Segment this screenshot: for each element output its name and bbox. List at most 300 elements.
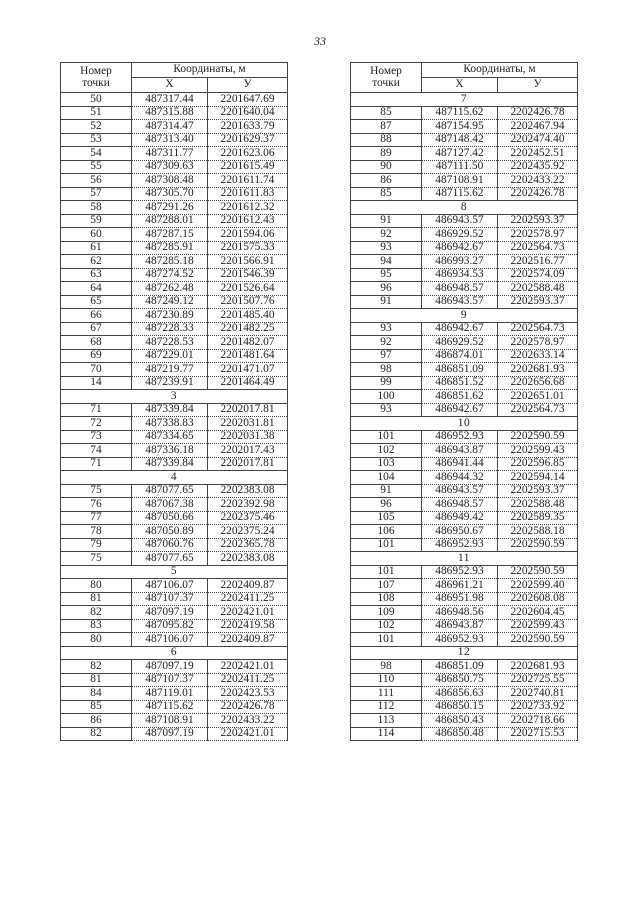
x-coordinate-cell: 487097.19 <box>132 660 208 674</box>
y-coordinate-cell: 2202409.87 <box>208 633 288 647</box>
y-coordinate-cell: 2202474.40 <box>498 133 578 147</box>
x-coordinate-cell: 487287.15 <box>132 228 208 242</box>
table-row <box>61 322 288 336</box>
point-number-cell: 91 <box>351 214 422 228</box>
x-coordinate-cell: 487305.70 <box>132 187 208 201</box>
x-coordinate-cell: 487106.07 <box>132 633 208 647</box>
section-number: 9 <box>351 309 578 323</box>
point-number-cell: 65 <box>61 295 132 309</box>
x-column-header: X <box>132 78 208 93</box>
y-coordinate-cell: 2202574.09 <box>498 268 578 282</box>
table-row <box>351 673 578 687</box>
point-number-cell: 110 <box>351 673 422 687</box>
x-coordinate-cell: 487228.33 <box>132 322 208 336</box>
point-number-cell: 93 <box>351 241 422 255</box>
x-coordinate-cell: 487249.12 <box>132 295 208 309</box>
point-number-cell: 89 <box>351 147 422 161</box>
x-coordinate-cell: 487067.38 <box>132 498 208 512</box>
point-number-cell: 88 <box>351 133 422 147</box>
y-coordinate-cell: 2201471.07 <box>208 363 288 377</box>
table-row <box>351 255 578 269</box>
point-number-cell: 62 <box>61 255 132 269</box>
table-row <box>61 363 288 377</box>
y-coordinate-cell: 2202411.25 <box>208 592 288 606</box>
x-coordinate-cell: 486952.93 <box>422 633 498 647</box>
x-coordinate-cell: 486952.93 <box>422 565 498 579</box>
y-coordinate-cell: 2202426.78 <box>498 187 578 201</box>
y-coordinate-cell: 2202375.24 <box>208 525 288 539</box>
y-coordinate-cell: 2202031.81 <box>208 417 288 431</box>
table-row <box>61 160 288 174</box>
x-coordinate-cell: 487050.89 <box>132 525 208 539</box>
point-number-cell: 56 <box>61 174 132 188</box>
point-number-cell: 107 <box>351 579 422 593</box>
y-coordinate-cell: 2201526.64 <box>208 282 288 296</box>
point-number-cell: 109 <box>351 606 422 620</box>
y-coordinate-cell: 2202599.40 <box>498 579 578 593</box>
x-coordinate-cell: 486850.48 <box>422 727 498 741</box>
table-row <box>61 201 288 215</box>
y-coordinate-cell: 2201485.40 <box>208 309 288 323</box>
table-row <box>61 295 288 309</box>
y-coordinate-cell: 2202452.51 <box>498 147 578 161</box>
y-coordinate-cell: 2202421.01 <box>208 727 288 741</box>
x-coordinate-cell: 487336.18 <box>132 444 208 458</box>
x-coordinate-cell: 487106.07 <box>132 579 208 593</box>
y-coordinate-cell: 2202578.97 <box>498 336 578 350</box>
section-row <box>351 93 578 107</box>
y-coordinate-cell: 2201640.04 <box>208 106 288 120</box>
y-coordinate-cell: 2202593.37 <box>498 214 578 228</box>
table-row <box>351 457 578 471</box>
table-row <box>61 727 288 741</box>
x-coordinate-cell: 486948.57 <box>422 282 498 296</box>
y-coordinate-cell: 2201611.74 <box>208 174 288 188</box>
y-coordinate-cell: 2202564.73 <box>498 403 578 417</box>
point-number-cell: 76 <box>61 498 132 512</box>
y-coordinate-cell: 2201482.25 <box>208 322 288 336</box>
x-coordinate-cell: 486943.87 <box>422 619 498 633</box>
point-number-cell: 81 <box>61 592 132 606</box>
y-coordinate-cell: 2201575.33 <box>208 241 288 255</box>
point-number-cell: 77 <box>61 511 132 525</box>
table-row <box>61 606 288 620</box>
y-coordinate-cell: 2202589.35 <box>498 511 578 525</box>
table-row <box>61 484 288 498</box>
section-number: 11 <box>351 552 578 566</box>
y-coordinate-cell: 2202365.78 <box>208 538 288 552</box>
x-coordinate-cell: 487127.42 <box>422 147 498 161</box>
x-coordinate-cell: 487285.91 <box>132 241 208 255</box>
point-number-cell: 86 <box>351 174 422 188</box>
x-coordinate-cell: 487313.40 <box>132 133 208 147</box>
point-number-cell: 63 <box>61 268 132 282</box>
point-number-cell: 69 <box>61 349 132 363</box>
x-coordinate-cell: 487262.48 <box>132 282 208 296</box>
y-coordinate-cell: 2202375.46 <box>208 511 288 525</box>
table-row <box>351 727 578 741</box>
table-row <box>351 295 578 309</box>
y-coordinate-cell: 2202651.01 <box>498 390 578 404</box>
point-number-cell: 90 <box>351 160 422 174</box>
x-coordinate-cell: 487229.01 <box>132 349 208 363</box>
table-row <box>351 160 578 174</box>
y-coordinate-cell: 2201507.76 <box>208 295 288 309</box>
y-coordinate-cell: 2201612.43 <box>208 214 288 228</box>
x-coordinate-cell: 487291.26 <box>132 201 208 215</box>
y-coordinate-cell: 2201594.06 <box>208 228 288 242</box>
point-number-cell: 101 <box>351 633 422 647</box>
x-coordinate-cell: 486850.43 <box>422 714 498 728</box>
x-coordinate-cell: 487154.95 <box>422 120 498 134</box>
point-number-cell: 54 <box>61 147 132 161</box>
x-coordinate-cell: 487115.62 <box>422 187 498 201</box>
section-row <box>351 646 578 660</box>
section-number: 5 <box>61 565 288 579</box>
point-number-cell: 79 <box>61 538 132 552</box>
section-row <box>351 552 578 566</box>
x-coordinate-cell: 486943.57 <box>422 214 498 228</box>
y-coordinate-cell: 2202594.14 <box>498 471 578 485</box>
point-number-cell: 14 <box>61 376 132 390</box>
x-coordinate-cell: 487314.47 <box>132 120 208 134</box>
x-coordinate-cell: 486851.62 <box>422 390 498 404</box>
table-row <box>351 322 578 336</box>
table-row <box>351 120 578 134</box>
table-row <box>61 349 288 363</box>
x-coordinate-cell: 486850.15 <box>422 700 498 714</box>
x-coordinate-cell: 487274.52 <box>132 268 208 282</box>
table-row <box>61 511 288 525</box>
section-row <box>61 646 288 660</box>
table-row <box>61 147 288 161</box>
table-row <box>61 268 288 282</box>
table-row <box>61 241 288 255</box>
table-row <box>351 660 578 674</box>
table-row <box>351 187 578 201</box>
x-coordinate-cell: 487119.01 <box>132 687 208 701</box>
y-coordinate-cell: 2201566.91 <box>208 255 288 269</box>
y-coordinate-cell: 2201611.83 <box>208 187 288 201</box>
x-coordinate-cell: 486929.52 <box>422 228 498 242</box>
table-row <box>61 417 288 431</box>
x-coordinate-cell: 487338.83 <box>132 417 208 431</box>
point-number-cell: 61 <box>61 241 132 255</box>
y-coordinate-cell: 2201615.49 <box>208 160 288 174</box>
x-coordinate-cell: 487315.88 <box>132 106 208 120</box>
point-number-cell: 60 <box>61 228 132 242</box>
point-number-cell: 113 <box>351 714 422 728</box>
table-row <box>61 309 288 323</box>
x-coordinate-cell: 487107.37 <box>132 592 208 606</box>
section-row <box>61 565 288 579</box>
section-number: 7 <box>351 93 578 107</box>
x-coordinate-cell: 486942.67 <box>422 322 498 336</box>
table-row <box>61 525 288 539</box>
table-row <box>351 390 578 404</box>
section-row <box>61 390 288 404</box>
y-coordinate-cell: 2202564.73 <box>498 241 578 255</box>
point-number-cell: 114 <box>351 727 422 741</box>
y-coordinate-cell: 2202599.43 <box>498 444 578 458</box>
coordinates-table-left <box>60 62 288 741</box>
table-row <box>61 214 288 228</box>
table-row <box>61 592 288 606</box>
x-coordinate-cell: 486851.52 <box>422 376 498 390</box>
section-row <box>61 471 288 485</box>
table-row <box>351 349 578 363</box>
x-coordinate-cell: 487107.37 <box>132 673 208 687</box>
section-number: 4 <box>61 471 288 485</box>
section-number: 6 <box>61 646 288 660</box>
y-coordinate-cell: 2202017.81 <box>208 457 288 471</box>
x-coordinate-cell: 487077.65 <box>132 484 208 498</box>
point-number-cell: 84 <box>61 687 132 701</box>
point-number-cell: 91 <box>351 484 422 498</box>
point-number-cell: 75 <box>61 552 132 566</box>
point-number-cell: 112 <box>351 700 422 714</box>
y-coordinate-cell: 2202421.01 <box>208 660 288 674</box>
table-row <box>351 565 578 579</box>
y-coordinate-cell: 2202578.97 <box>498 228 578 242</box>
table-row <box>61 403 288 417</box>
x-coordinate-cell: 487095.82 <box>132 619 208 633</box>
y-coordinate-cell: 2201623.06 <box>208 147 288 161</box>
y-coordinate-cell: 2202633.14 <box>498 349 578 363</box>
point-number-cell: 92 <box>351 228 422 242</box>
y-column-header: У <box>208 78 288 93</box>
y-coordinate-cell: 2202467.94 <box>498 120 578 134</box>
point-number-cell: 64 <box>61 282 132 296</box>
section-number: 8 <box>351 201 578 215</box>
coordinates-header: Координаты, м <box>132 63 288 78</box>
y-coordinate-cell: 2202599.43 <box>498 619 578 633</box>
x-coordinate-cell: 486952.93 <box>422 538 498 552</box>
x-coordinate-cell: 486942.67 <box>422 403 498 417</box>
x-coordinate-cell: 486850.75 <box>422 673 498 687</box>
y-coordinate-cell: 2202433.22 <box>498 174 578 188</box>
point-number-header-line2: точки <box>372 76 400 89</box>
point-number-cell: 97 <box>351 349 422 363</box>
point-number-cell: 111 <box>351 687 422 701</box>
x-column-header: X <box>422 78 498 93</box>
section-row <box>351 201 578 215</box>
x-coordinate-cell: 486934.53 <box>422 268 498 282</box>
x-coordinate-cell: 487285.18 <box>132 255 208 269</box>
table-row <box>351 241 578 255</box>
table-row <box>351 700 578 714</box>
section-number: 10 <box>351 417 578 431</box>
x-coordinate-cell: 487311.77 <box>132 147 208 161</box>
section-row <box>351 309 578 323</box>
point-number-cell: 101 <box>351 430 422 444</box>
y-coordinate-cell: 2202031.38 <box>208 430 288 444</box>
table-row <box>61 700 288 714</box>
table-row <box>351 430 578 444</box>
table-row <box>351 336 578 350</box>
x-coordinate-cell: 487115.62 <box>422 106 498 120</box>
table-row <box>351 282 578 296</box>
point-number-cell: 70 <box>61 363 132 377</box>
table-row <box>351 228 578 242</box>
table-row <box>61 444 288 458</box>
point-number-cell: 55 <box>61 160 132 174</box>
table-row <box>61 187 288 201</box>
point-number-cell: 75 <box>61 484 132 498</box>
point-number-cell: 103 <box>351 457 422 471</box>
table-row <box>351 619 578 633</box>
x-coordinate-cell: 487317.44 <box>132 93 208 107</box>
x-coordinate-cell: 486993.27 <box>422 255 498 269</box>
x-coordinate-cell: 487339.84 <box>132 403 208 417</box>
y-coordinate-cell: 2202593.37 <box>498 295 578 309</box>
y-coordinate-cell: 2202421.01 <box>208 606 288 620</box>
point-number-cell: 99 <box>351 376 422 390</box>
table-row <box>61 552 288 566</box>
table-row <box>61 255 288 269</box>
x-coordinate-cell: 487308.48 <box>132 174 208 188</box>
y-coordinate-cell: 2202590.59 <box>498 430 578 444</box>
point-number-cell: 87 <box>351 120 422 134</box>
x-coordinate-cell: 486943.87 <box>422 444 498 458</box>
table-row <box>351 363 578 377</box>
point-number-cell: 53 <box>61 133 132 147</box>
point-number-cell: 73 <box>61 430 132 444</box>
y-coordinate-cell: 2201612.32 <box>208 201 288 215</box>
x-coordinate-cell: 487309.63 <box>132 160 208 174</box>
y-coordinate-cell: 2202740.81 <box>498 687 578 701</box>
point-number-cell: 102 <box>351 444 422 458</box>
table-row <box>61 430 288 444</box>
point-number-cell: 82 <box>61 660 132 674</box>
point-number-cell: 95 <box>351 268 422 282</box>
x-coordinate-cell: 486851.09 <box>422 660 498 674</box>
table-row <box>351 538 578 552</box>
y-coordinate-cell: 2202435.92 <box>498 160 578 174</box>
y-coordinate-cell: 2202423.53 <box>208 687 288 701</box>
table-row <box>61 538 288 552</box>
y-coordinate-cell: 2202604.45 <box>498 606 578 620</box>
table-row <box>61 376 288 390</box>
point-number-header <box>351 63 422 93</box>
x-coordinate-cell: 487060.76 <box>132 538 208 552</box>
table-row <box>351 268 578 282</box>
x-coordinate-cell: 487097.19 <box>132 606 208 620</box>
table-row <box>61 133 288 147</box>
x-coordinate-cell: 487077.65 <box>132 552 208 566</box>
y-coordinate-cell: 2201647.69 <box>208 93 288 107</box>
y-coordinate-cell: 2202588.48 <box>498 498 578 512</box>
table-row <box>351 471 578 485</box>
x-coordinate-cell: 486948.57 <box>422 498 498 512</box>
y-coordinate-cell: 2202593.37 <box>498 484 578 498</box>
point-number-cell: 82 <box>61 606 132 620</box>
y-coordinate-cell: 2202590.59 <box>498 565 578 579</box>
table-row <box>351 606 578 620</box>
x-coordinate-cell: 487239.91 <box>132 376 208 390</box>
point-number-cell: 80 <box>61 633 132 647</box>
y-coordinate-cell: 2201629.37 <box>208 133 288 147</box>
table-row <box>351 174 578 188</box>
table-row <box>351 579 578 593</box>
point-number-cell: 92 <box>351 336 422 350</box>
point-number-cell: 85 <box>351 187 422 201</box>
table-row <box>61 673 288 687</box>
x-coordinate-cell: 486951.98 <box>422 592 498 606</box>
table-row <box>61 633 288 647</box>
point-number-cell: 96 <box>351 498 422 512</box>
x-coordinate-cell: 487228.53 <box>132 336 208 350</box>
y-coordinate-cell: 2202715.53 <box>498 727 578 741</box>
y-coordinate-cell: 2202017.43 <box>208 444 288 458</box>
point-number-cell: 59 <box>61 214 132 228</box>
table-row <box>61 687 288 701</box>
x-coordinate-cell: 486961.21 <box>422 579 498 593</box>
x-coordinate-cell: 487115.62 <box>132 700 208 714</box>
y-coordinate-cell: 2202433.22 <box>208 714 288 728</box>
point-number-cell: 102 <box>351 619 422 633</box>
y-coordinate-cell: 2202596.85 <box>498 457 578 471</box>
point-number-cell: 100 <box>351 390 422 404</box>
table-row <box>61 619 288 633</box>
point-number-cell: 67 <box>61 322 132 336</box>
x-coordinate-cell: 486856.63 <box>422 687 498 701</box>
x-coordinate-cell: 486949.42 <box>422 511 498 525</box>
y-coordinate-cell: 2202725.55 <box>498 673 578 687</box>
y-coordinate-cell: 2202733.92 <box>498 700 578 714</box>
x-coordinate-cell: 487050.66 <box>132 511 208 525</box>
y-coordinate-cell: 2202411.25 <box>208 673 288 687</box>
section-row <box>351 417 578 431</box>
y-coordinate-cell: 2202564.73 <box>498 322 578 336</box>
table-row <box>351 633 578 647</box>
table-row <box>61 457 288 471</box>
x-coordinate-cell: 486943.57 <box>422 295 498 309</box>
table-row <box>61 498 288 512</box>
point-number-cell: 101 <box>351 538 422 552</box>
point-number-cell: 58 <box>61 201 132 215</box>
point-number-cell: 108 <box>351 592 422 606</box>
y-coordinate-cell: 2202681.93 <box>498 660 578 674</box>
y-coordinate-cell: 2202426.78 <box>498 106 578 120</box>
table-row <box>351 525 578 539</box>
y-coordinate-cell: 2202409.87 <box>208 579 288 593</box>
table-row <box>351 444 578 458</box>
point-number-cell: 57 <box>61 187 132 201</box>
x-coordinate-cell: 486874.01 <box>422 349 498 363</box>
point-number-header-line2: точки <box>82 76 110 89</box>
point-number-cell: 78 <box>61 525 132 539</box>
point-number-cell: 71 <box>61 457 132 471</box>
point-number-cell: 96 <box>351 282 422 296</box>
section-number: 12 <box>351 646 578 660</box>
point-number-cell: 94 <box>351 255 422 269</box>
y-coordinate-cell: 2202590.59 <box>498 538 578 552</box>
point-number-cell: 85 <box>351 106 422 120</box>
table-row <box>351 147 578 161</box>
section-number: 3 <box>61 390 288 404</box>
table-row <box>61 660 288 674</box>
point-number-cell: 106 <box>351 525 422 539</box>
point-number-cell: 86 <box>61 714 132 728</box>
y-coordinate-cell: 2202588.18 <box>498 525 578 539</box>
coordinates-table-right <box>350 62 578 741</box>
x-coordinate-cell: 487108.91 <box>132 714 208 728</box>
point-number-cell: 101 <box>351 565 422 579</box>
x-coordinate-cell: 486851.09 <box>422 363 498 377</box>
table-row <box>351 403 578 417</box>
point-number-cell: 81 <box>61 673 132 687</box>
